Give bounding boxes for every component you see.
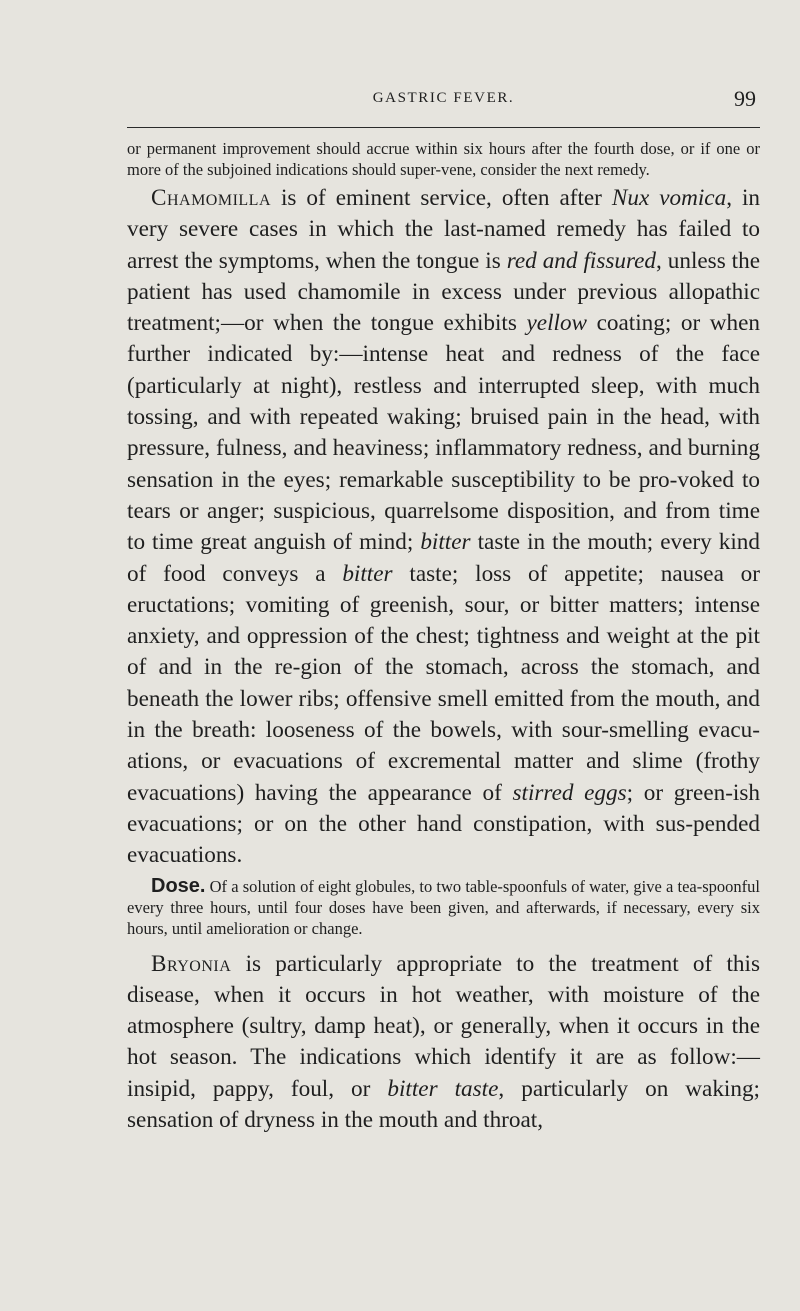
emphasis-bitter-taste: bitter taste	[387, 1075, 499, 1102]
paragraph-continuation: or permanent improvement should accrue within six hours after the fourth dose, or if one or more of the subjoined indications should super-vene, consider the next remedy.	[127, 139, 760, 179]
emphasis-nux-vomica: Nux vomica	[611, 185, 727, 211]
header-rule	[127, 127, 760, 128]
emphasis-stirred-eggs: stirred eggs	[512, 779, 627, 806]
dose-label: Dose.	[151, 874, 206, 897]
emphasis-bitter-2: bitter	[342, 560, 393, 587]
paragraph-chamomilla: Chamomilla is of eminent service, often after Nux vomica, in very severe cases in which the last-named remedy has failed to arrest the symptoms, when the tongue is red and fissured, unless the patient has used chamomile in excess under previous allopathic treatment;—or when the tongue exhibits yellow coating; or when further indicated by:—intense heat and redness of the face (particularly at night), restless and interrupted sleep, with much tossing, and with repeated waking; bruised pain in the head, with pressure, fulness, and heaviness; inflammatory redness, and burning sensation in the eyes; remarkable susceptibility to be pro-voked to tears or anger; suspicious, quarrelsome disposition, and from time to time great anguish of mind; bitter taste in the mouth; every kind of food conveys a bitter taste; loss of appetite; nausea or eructations; vomiting of greenish, sour, or bitter matters; intense anxiety, and oppression of the chest; tightness and weight at the pit of and in the re-gion of the stomach, across the stomach, and beneath the lower ribs; offensive smell emitted from the mouth, and in the breath: looseness of the bowels, with sour-smelling evacu-ations, or evacuations of excremental matter and slime (frothy evacuations) having the appearance of stirred eggs; or green-ish evacuations; or on the other hand constipation, with sus-pended evacuations.	[127, 185, 761, 869]
paragraph-bryonia: Bryonia is particularly appropriate to the treatment of this disease, when it occurs in hot weather, with moisture of the atmosphere (sultry, damp heat), or generally, when it occurs in the hot season. The indications which identify it are as follow:—insipid, pappy, foul, or bitter taste, particularly on waking; sensation of dryness in the mouth and throat,	[127, 950, 760, 1134]
remedy-name-chamomilla: Chamomilla	[151, 185, 272, 211]
body-text	[127, 138, 760, 1136]
emphasis-yellow: yellow	[526, 310, 588, 337]
dose-text: Of a solution of eight globules, to two table-spoonfuls of water, give a tea-spoonful every three hours, until four doses have been given, and afterwards, if necessary, every six hours, until amelioration or change.	[127, 876, 760, 938]
page-header	[127, 88, 760, 112]
emphasis-red-fissured: red and fissured	[506, 247, 657, 274]
remedy-name-bryonia: Bryonia	[151, 950, 232, 977]
paragraph-dose	[127, 876, 760, 939]
emphasis-bitter: bitter	[420, 529, 471, 556]
page-number: 99	[734, 86, 756, 111]
running-title: GASTRIC FEVER.	[372, 90, 515, 106]
